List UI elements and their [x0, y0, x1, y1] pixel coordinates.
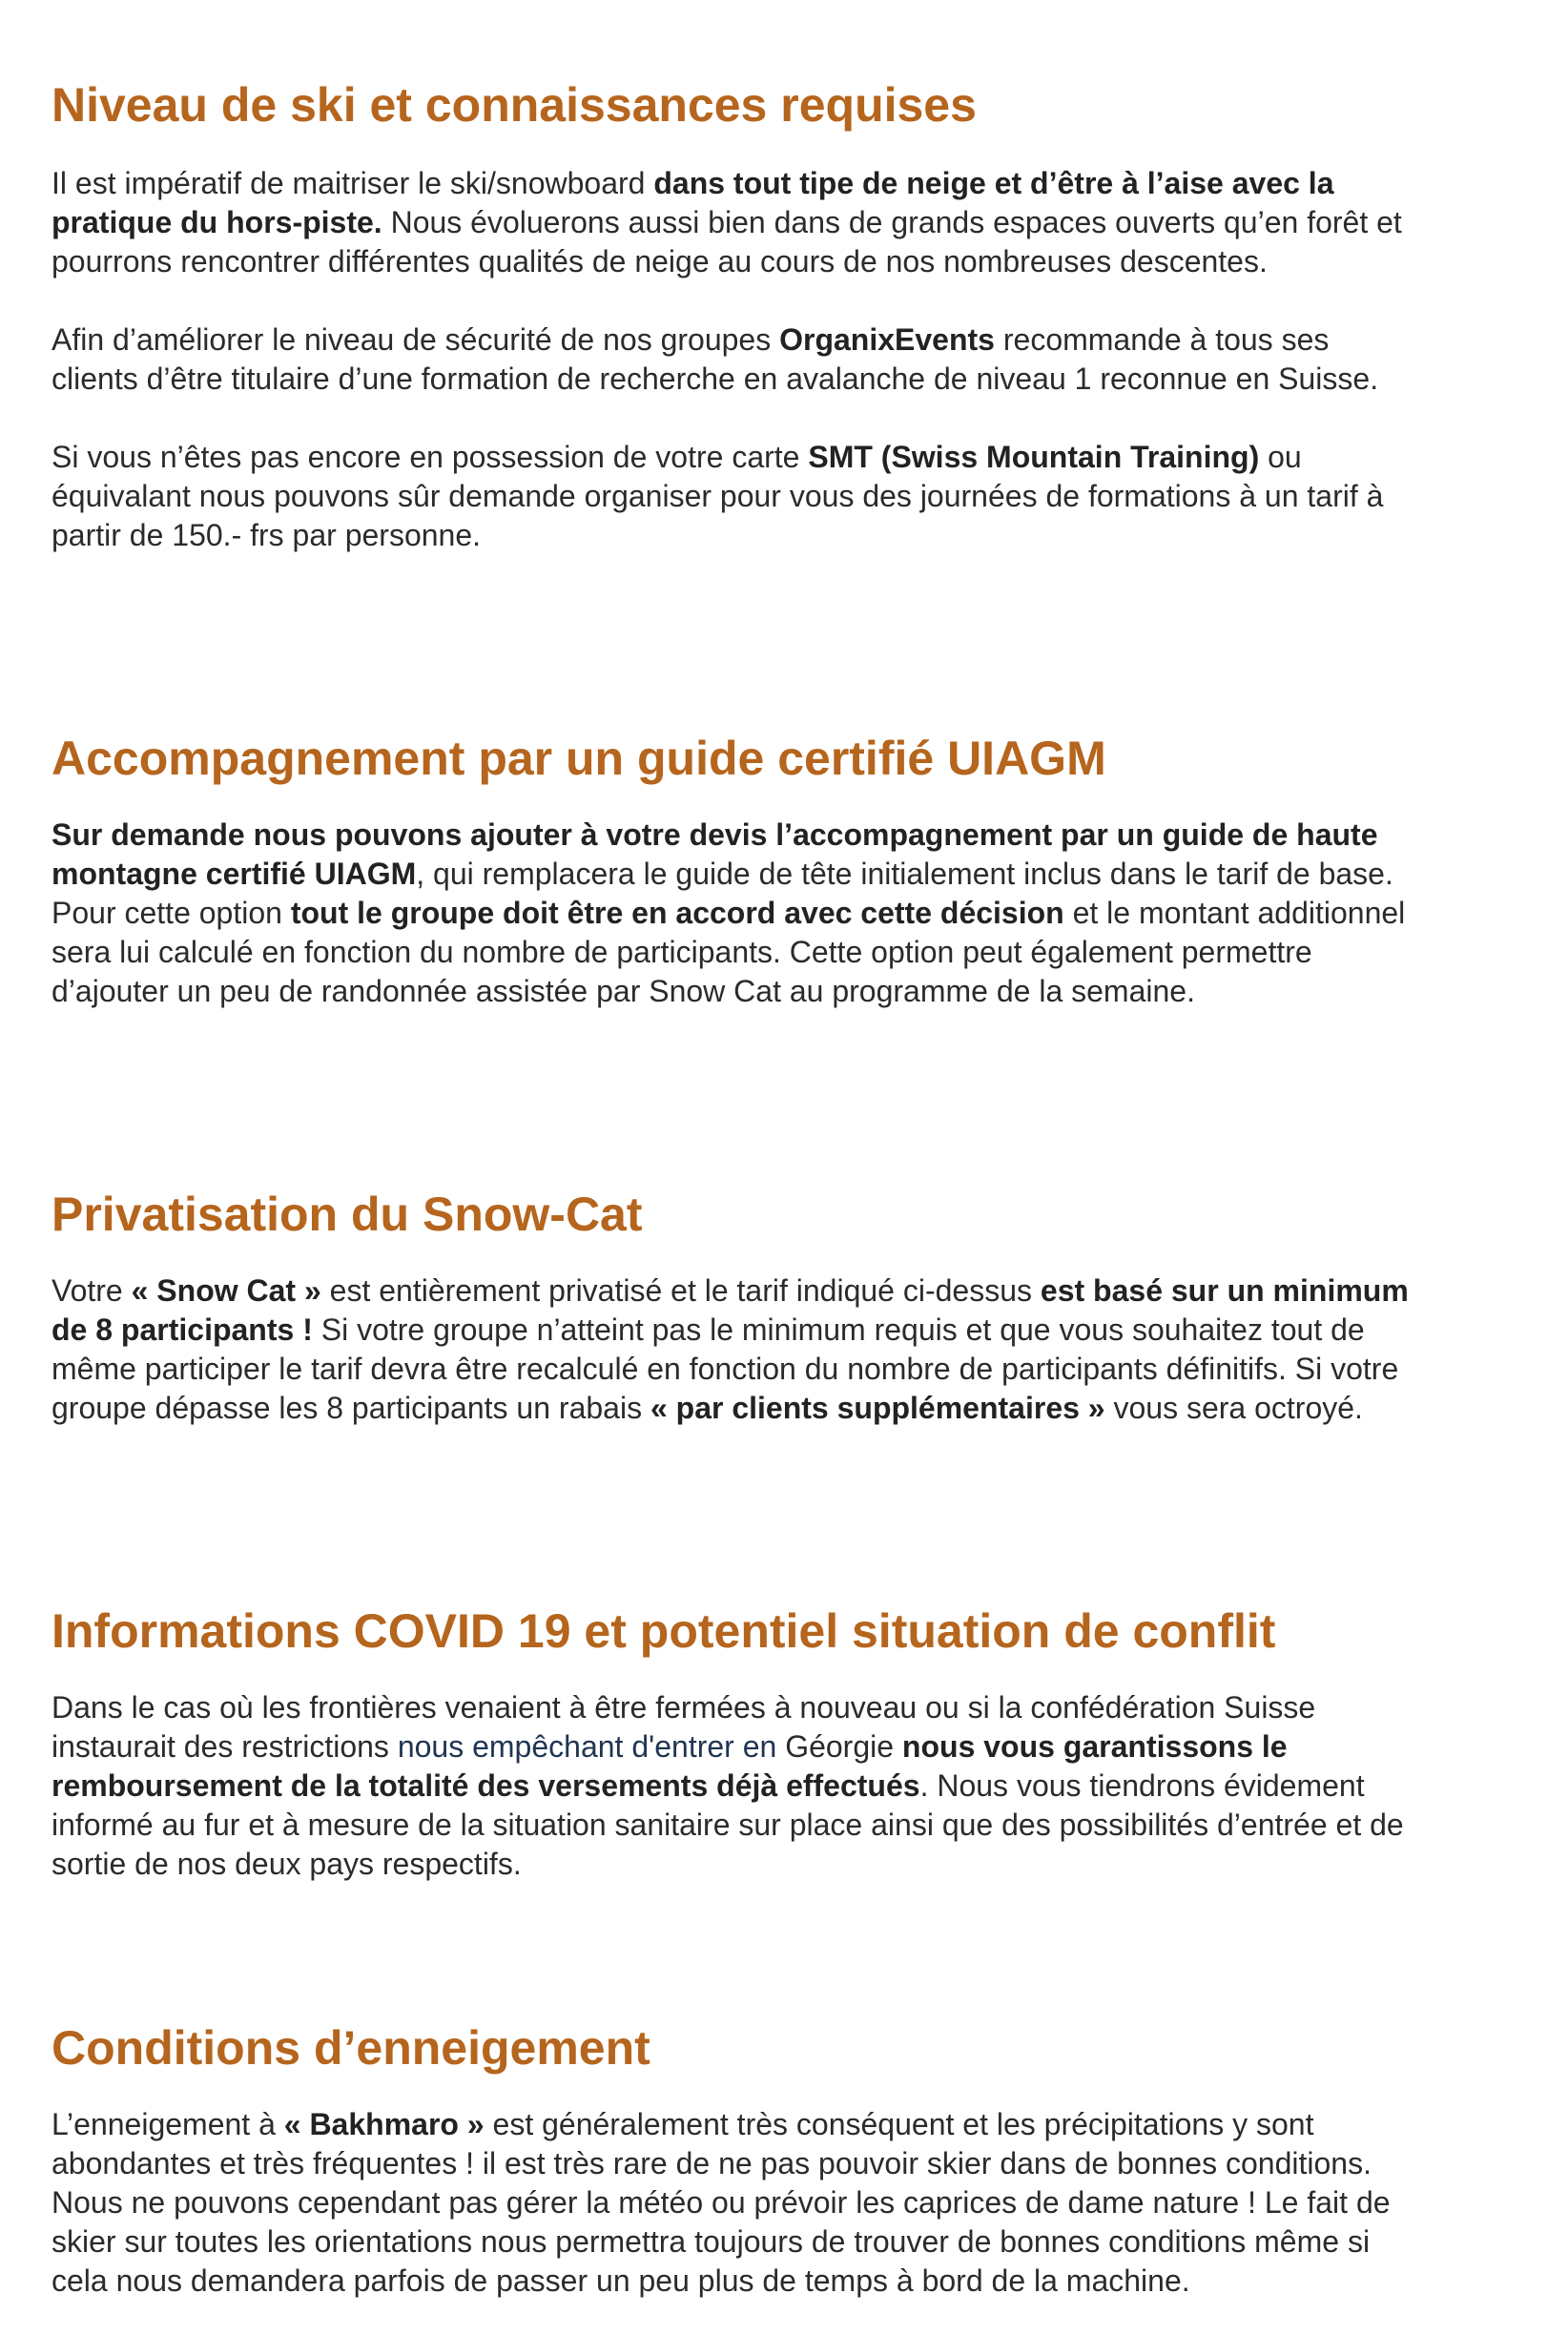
text-line	[52, 320, 1568, 360]
text-line	[52, 438, 1568, 477]
text: Afin d’améliorer le niveau de sécurité de nos groupes	[52, 322, 780, 357]
paragraph	[52, 164, 1568, 281]
section-covid	[52, 1602, 1568, 1884]
text-line: sortie de nos deux pays respectifs.	[52, 1847, 522, 1881]
text-line: équivalant nous pouvons sûr demande organiser pour vous des journées de formations à un tarif à	[52, 479, 1384, 513]
text-line	[52, 1727, 1568, 1767]
text: . Nous vous tiendrons évidement	[919, 1768, 1365, 1803]
bold-text: OrganixEvents	[779, 322, 995, 357]
bold-text: Sur demande nous pouvons ajouter à votre devis l’accompagnement par un guide de haute	[52, 817, 1378, 852]
section-heading: Accompagnement par un guide certifié UIAGM	[52, 732, 1106, 785]
text-line	[52, 203, 1568, 242]
section-heading: Conditions d’enneigement	[52, 2021, 650, 2075]
text: Il est impératif de maitriser le ski/snowboard	[52, 166, 654, 200]
text: recommande à tous ses	[994, 322, 1330, 357]
text-line: partir de 150.- frs par personne.	[52, 518, 482, 552]
text-line: skier sur toutes les orientations nous permettra toujours de trouver de bonnes conditions même si	[52, 2224, 1371, 2259]
bold-text: dans tout tipe de neige et d’être à l’aise avec la	[653, 166, 1334, 200]
text-line	[52, 164, 1568, 203]
section-heading: Privatisation du Snow-Cat	[52, 1188, 643, 1241]
text-line: pourrons rencontrer différentes qualités de neige au cours de nos nombreuses descentes.	[52, 244, 1268, 279]
paragraph	[52, 2105, 1568, 2301]
bold-text: SMT (Swiss Mountain Training)	[808, 440, 1260, 474]
text: Pour cette option	[52, 896, 291, 930]
bold-text: montagne certifié UIAGM	[52, 857, 417, 891]
bold-text: « Snow Cat »	[131, 1273, 321, 1308]
text-line: même participer le tarif devra être recalculé en fonction du nombre de participants définitifs. Si votre	[52, 1352, 1399, 1386]
paragraph	[52, 816, 1568, 1011]
text: Votre	[52, 1273, 132, 1308]
text: L’enneigement à	[52, 2107, 284, 2141]
bold-text: est basé sur un minimum	[1040, 1273, 1409, 1308]
section-snowcat	[52, 1186, 1568, 1428]
text-line: Nous ne pouvons cependant pas gérer la météo ou prévoir les caprices de dame nature ! Le fait de	[52, 2185, 1391, 2220]
text-line: sera lui calculé en fonction du nombre de participants. Cette option peut également permettre	[52, 935, 1312, 969]
paragraph	[52, 438, 1568, 555]
bold-text: remboursement de la totalité des versements déjà effectués	[52, 1768, 920, 1803]
text-line	[52, 1311, 1568, 1350]
text: est généralement très conséquent et les précipitations y sont	[484, 2107, 1314, 2141]
bold-text: nous vous garantissons le	[901, 1729, 1288, 1764]
paragraph	[52, 1688, 1568, 1884]
text-line	[52, 1389, 1568, 1428]
text: et le montant additionnel	[1063, 896, 1406, 930]
section-heading: Informations COVID 19 et potentiel situation de conflit	[52, 1604, 1276, 1658]
text-line: informé au fur et à mesure de la situation sanitaire sur place ainsi que des possibilités d’entrée et de	[52, 1808, 1404, 1842]
text-line	[52, 894, 1568, 933]
text: Si votre groupe n’atteint pas le minimum requis et que vous souhaitez tout de	[312, 1312, 1365, 1347]
section-heading: Niveau de ski et connaissances requises	[52, 78, 977, 132]
text: est entièrement privatisé et le tarif indiqué ci-dessus	[320, 1273, 1041, 1308]
text-line	[52, 1271, 1568, 1311]
bold-text: tout le groupe doit être en accord avec cette décision	[290, 896, 1064, 930]
text: Géorgie	[776, 1729, 902, 1764]
section-snow-conditions	[52, 2019, 1568, 2301]
text: instaurait des restrictions	[52, 1729, 398, 1764]
bold-text: de 8 participants !	[52, 1312, 313, 1347]
text: , qui remplacera le guide de tête initialement inclus dans le tarif de base.	[416, 857, 1393, 891]
paragraph	[52, 320, 1568, 399]
text: nous empêchant d'entrer en	[397, 1729, 777, 1764]
section-ski-level	[52, 76, 1568, 555]
bold-text: « par clients supplémentaires »	[650, 1391, 1105, 1425]
text-line: Dans le cas où les frontières venaient à être fermées à nouveau ou si la confédération Suisse	[52, 1690, 1316, 1725]
text-line	[52, 1767, 1568, 1806]
text: Si vous n’êtes pas encore en possession de votre carte	[52, 440, 809, 474]
text-line	[52, 2105, 1568, 2144]
text-line	[52, 816, 1568, 855]
text: vous sera octroyé.	[1104, 1391, 1363, 1425]
bold-text: pratique du hors-piste.	[52, 205, 382, 239]
section-guide	[52, 730, 1568, 1011]
text: Nous évoluerons aussi bien dans de grands espaces ouverts qu’en forêt et	[382, 205, 1402, 239]
text-line	[52, 855, 1568, 894]
text-line: cela nous demandera parfois de passer un peu plus de temps à bord de la machine.	[52, 2263, 1190, 2298]
text-line: clients d’être titulaire d’une formation de recherche en avalanche de niveau 1 reconnue en Suisse.	[52, 362, 1379, 396]
text: ou	[1259, 440, 1302, 474]
paragraph	[52, 1271, 1568, 1428]
text: groupe dépasse les 8 participants un rabais	[52, 1391, 650, 1425]
text-line: abondantes et très fréquentes ! il est très rare de ne pas pouvoir skier dans de bonnes conditions.	[52, 2146, 1372, 2180]
bold-text: « Bakhmaro »	[283, 2107, 485, 2141]
text-line: d’ajouter un peu de randonnée assistée par Snow Cat au programme de la semaine.	[52, 974, 1195, 1008]
